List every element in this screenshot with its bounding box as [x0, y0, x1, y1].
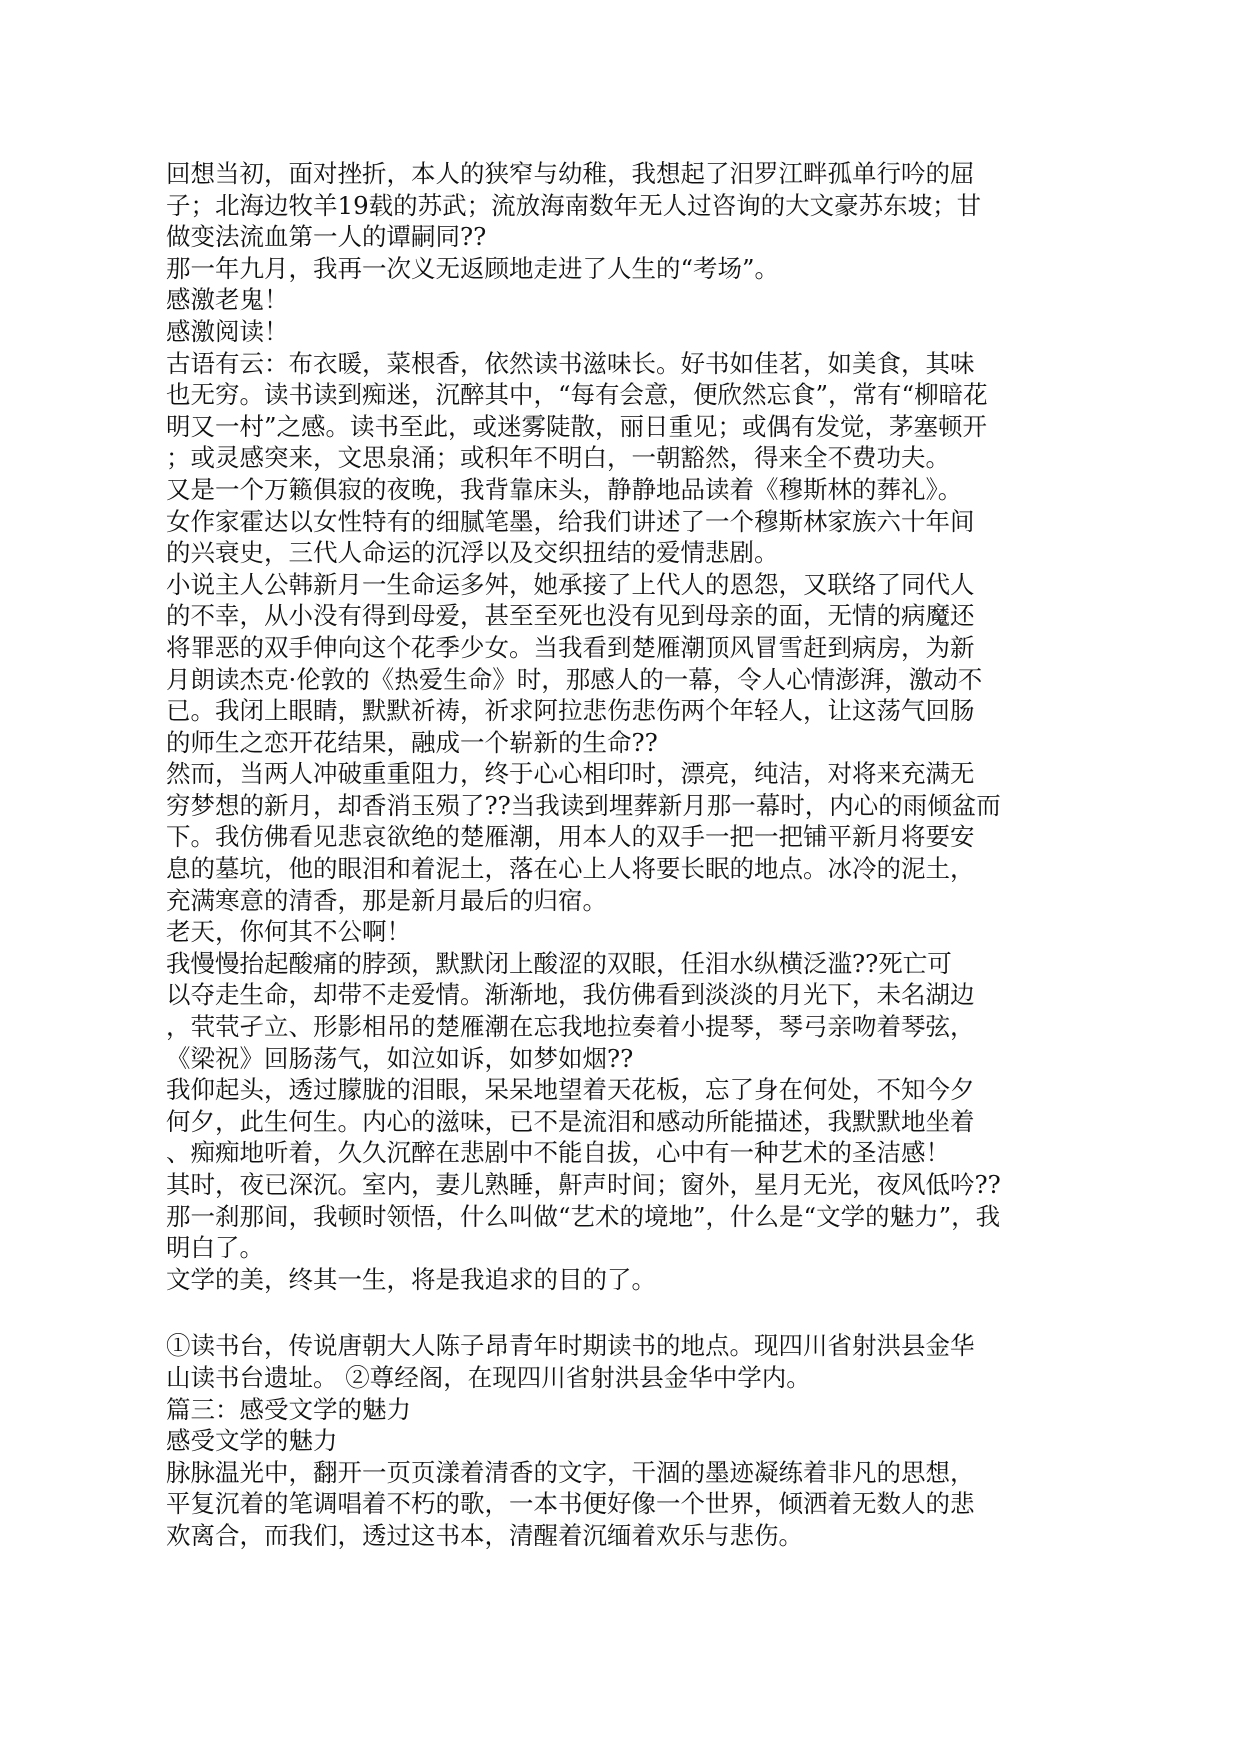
- text-line: 文学的美，终其一生，将是我追求的目的了。: [166, 1264, 656, 1294]
- text-line: 那一刹那间，我顿时领悟，什么叫做“艺术的境地”，什么是“文学的魅力”，我: [166, 1201, 1001, 1231]
- text-line: 下。我仿佛看见悲哀欲绝的楚雁潮，用本人的双手一把一把铺平新月将要安: [166, 822, 975, 852]
- text-line: 脉脉温光中，翻开一页页漾着清香的文字，干涸的墨迹凝练着非凡的思想，: [166, 1457, 975, 1487]
- text-line: 回想当初，面对挫折，本人的狭窄与幼稚，我想起了汨罗江畔孤单行吟的屈: [166, 159, 975, 188]
- text-line: 感激阅读！: [166, 316, 289, 346]
- text-line: 欢离合，而我们，透过这书本，清醒着沉缅着欢乐与悲伤。: [166, 1520, 803, 1550]
- document-body: [166, 158, 1086, 1552]
- text-line: 的兴衰史，三代人命运的沉浮以及交织扭结的爱情悲剧。: [166, 538, 779, 568]
- text-line: 《梁祝》回肠荡气，如泣如诉，如梦如烟??: [166, 1043, 634, 1073]
- section-gap: [166, 1295, 1086, 1330]
- text-line: 我仰起头，透过朦胧的泪眼，呆呆地望着天花板，忘了身在何处，不知今夕: [166, 1075, 975, 1105]
- text-line: 又是一个万籁俱寂的夜晚，我背靠床头，静静地品读着《穆斯林的葬礼》。: [166, 474, 963, 504]
- text-line: 感激老鬼！: [166, 285, 289, 315]
- text-line: 也无穷。读书读到痴迷，沉醉其中，“每有会意，便欣然忘食”，常有“柳暗花: [166, 380, 988, 410]
- text-line: ；或灵感突来，文思泉涌；或积年不明白，一朝豁然，得来全不费功夫。: [166, 443, 950, 473]
- text-line: 感受文学的魅力: [166, 1426, 338, 1456]
- text-line: 山读书台遗址。 ②尊经阁，在现四川省射洪县金华中学内。: [166, 1362, 811, 1392]
- text-line: 已。我闭上眼睛，默默祈祷，祈求阿拉悲伤悲伤两个年轻人，让这荡气回肠: [166, 696, 975, 726]
- text-line: 我慢慢抬起酸痛的脖颈，默默闭上酸涩的双眼，任泪水纵横泛滥??死亡可: [166, 948, 952, 978]
- text-line: 明又一村”之感。读书至此，或迷雾陡散，丽日重见；或偶有发觉，茅塞顿开: [166, 411, 988, 441]
- text-line: 充满寒意的清香，那是新月最后的归宿。: [166, 885, 607, 915]
- text-line: 穷梦想的新月，却香消玉殒了??当我读到埋葬新月那一幕时，内心的雨倾盆而: [166, 790, 1001, 820]
- text-line: 那一年九月，我再一次义无返顾地走进了人生的“考场”。: [166, 253, 780, 283]
- text-line: 做变法流血第一人的谭嗣同??: [166, 222, 487, 252]
- text-line: 何夕，此生何生。内心的滋味，已不是流泪和感动所能描述，我默默地坐着: [166, 1106, 975, 1136]
- text-line: 古语有云：布衣暖，菜根香，依然读书滋味长。好书如佳茗，如美食，其味: [166, 348, 975, 378]
- text-line: 月朗读杰克·伦敦的《热爱生命》时，那感人的一幕，令人心情澎湃，激动不: [166, 664, 983, 694]
- text-line: 其时，夜已深沉。室内，妻儿熟睡，鼾声时间；窗外，星月无光，夜风低吟??: [166, 1170, 1001, 1199]
- essay-section: [166, 158, 1086, 1295]
- text-line: ①读书台，传说唐朝大人陈子昂青年时期读书的地点。现四川省射洪县金华: [166, 1331, 975, 1361]
- text-line: 然而，当两人冲破重重阻力，终于心心相印时，漂亮，纯洁，对将来充满无: [166, 759, 975, 789]
- notes-section: [166, 1330, 1086, 1551]
- text-line: 以夺走生命，却带不走爱情。渐渐地，我仿佛看到淡淡的月光下，未名湖边: [166, 980, 975, 1010]
- text-line: 、痴痴地听着，久久沉醉在悲剧中不能自拔，心中有一种艺术的圣洁感！: [166, 1138, 950, 1168]
- text-line: 子；北海边牧羊19载的苏武；流放海南数年无人过咨询的大文豪苏东坡；甘: [166, 190, 982, 220]
- text-line: 小说主人公韩新月一生命运多舛，她承接了上代人的恩怨，又联络了同代人: [166, 569, 975, 599]
- text-line: 的不幸，从小没有得到母爱，甚至至死也没有见到母亲的面，无情的病魔还: [166, 601, 975, 631]
- text-line: 将罪恶的双手伸向这个花季少女。当我看到楚雁潮顶风冒雪赶到病房，为新: [166, 632, 975, 662]
- text-line: 女作家霍达以女性特有的细腻笔墨，给我们讲述了一个穆斯林家族六十年间: [166, 506, 975, 536]
- text-line: 明白了。: [166, 1233, 264, 1263]
- text-line: 的师生之恋开花结果，融成一个崭新的生命??: [166, 727, 658, 757]
- text-line: 篇三：感受文学的魅力: [166, 1394, 411, 1424]
- text-line: 老天，你何其不公啊！: [166, 917, 411, 947]
- text-line: 息的墓坑，他的眼泪和着泥土，落在心上人将要长眠的地点。冰冷的泥土，: [166, 854, 975, 884]
- text-line: 平复沉着的笔调唱着不朽的歌，一本书便好像一个世界，倾洒着无数人的悲: [166, 1489, 975, 1519]
- text-line: ，茕茕孑立、形影相吊的楚雁潮在忘我地拉奏着小提琴，琴弓亲吻着琴弦，: [166, 1012, 975, 1042]
